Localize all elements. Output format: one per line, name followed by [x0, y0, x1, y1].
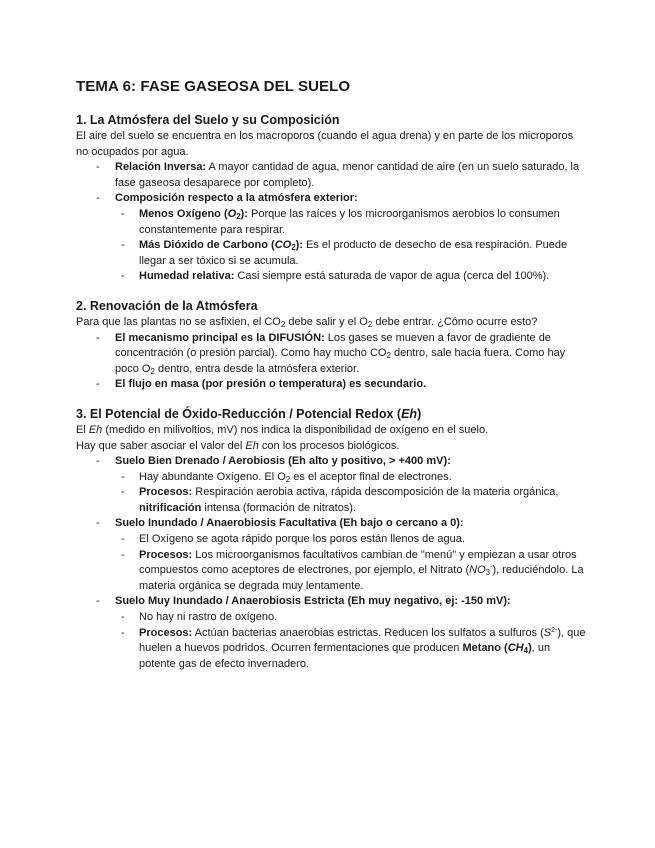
- list-item: - El Oxígeno se agota rápido porque los poros están llenos de agua.: [115, 532, 586, 548]
- list-item: - No hay ni rastro de oxígeno.: [115, 610, 586, 626]
- list-item-more-co2: - Más Dióxido de Carbono $(CO_2)$: Es el producto de desecho de esa respiración. Puede llegar a ser tóxico si se acumula.: [115, 238, 586, 269]
- list-item-diffusion: - El mecanismo principal es la DIFUSIÓN: Los gases se mueven a favor de gradiente de concentración (o presión parcial). Como hay mucho $CO_2$ dentro, sale hacia fuera. Como hay poco $O_2$ dentro, entra desde la atmósfera exterior.: [76, 331, 586, 378]
- section-intro: El aire del suelo se encuentra en los macroporos (cuando el agua drena) y en parte de los microporos no ocupados por agua.: [76, 130, 574, 158]
- list-item: - Hay abundante Oxígeno. El $O_2$ es el aceptor final de electrones.: [115, 470, 586, 486]
- list-item-humidity: - Humedad relativa: Casi siempre está saturada de vapor de agua (cerca del 100%).: [115, 269, 586, 285]
- section-heading: 1. La Atmósfera del Suelo y su Composición: [76, 113, 340, 127]
- section-intro: Hay que saber asociar el valor del Eh con los procesos biológicos.: [76, 439, 400, 452]
- section-heading: 2. Renovación de la Atmósfera: [76, 298, 258, 313]
- bullet-list: [76, 454, 586, 672]
- document-body: [76, 112, 586, 672]
- list-item-processes: - Procesos: Respiración aerobia activa, rápida descomposición de la materia orgánica, nitrificación intensa (formación de nitratos).: [115, 485, 586, 516]
- section-renewal: [76, 298, 586, 393]
- list-item-less-oxygen: - Menos Oxígeno $(O_2)$: Porque las raíces y los microorganismos aerobios lo consumen constantemente para respirar.: [115, 207, 586, 238]
- sub-bullet-list: [115, 470, 586, 517]
- section-heading: 3. El Potencial de Óxido-Reducción / Potencial Redox (Eh): [76, 406, 422, 421]
- list-item-processes: - Procesos: Los microorganismos facultativos cambian de "menú" y empiezan a usar otros compuestos como aceptores de electrones, por ejemplo, el Nitrato $(NO_3^-)$, reduciéndolo. La materia orgánica se degrada muy lentamente.: [115, 548, 586, 595]
- sub-bullet-list: [115, 610, 586, 672]
- section-redox: [76, 406, 586, 673]
- list-item-drained-soil: - Suelo Bien Drenado / Aerobiosis (Eh alto y positivo, > +400 mV): - Hay abundante Oxígeno. El $O_2$ es el aceptor final de electrones. - Procesos: Respiración aerobia activa, rápida descomposición de la materia orgánica, nitrificación intensa (formación de nitratos).: [76, 454, 586, 516]
- list-item-mass-flow: - El flujo en masa (por presión o temperatura) es secundario.: [76, 377, 586, 393]
- section-soil-atmosphere: [76, 112, 586, 285]
- section-intro: El Eh (medido en milivoltios, mV) nos indica la disponibilidad de oxígeno en el suelo.: [76, 423, 489, 436]
- bullet-list: [76, 160, 586, 285]
- bullet-list: [76, 331, 586, 393]
- sub-bullet-list: [115, 532, 586, 594]
- section-intro: Para que las plantas no se asfixien, el $CO_2$ debe salir y el $O_2$ debe entrar. ¿Cómo ocurre esto?: [76, 315, 538, 329]
- list-item-flooded-soil: - Suelo Inundado / Anaerobiosis Facultativa (Eh bajo o cercano a 0): - El Oxígeno se agota rápido porque los poros están llenos de agua. - Procesos: Los microorganismos facultativos cambian de "menú" y empiezan a usar otros compuestos como aceptores de electrones, por ejemplo, el Nitrato $(NO_3^-)$, reduciéndolo. La materia orgánica se degrada muy lentamente.: [76, 516, 586, 594]
- document-title: TEMA 6: FASE GASEOSA DEL SUELO: [76, 78, 351, 95]
- list-item-very-flooded-soil: - Suelo Muy Inundado / Anaerobiosis Estricta (Eh muy negativo, ej: -150 mV): - No hay ni rastro de oxígeno. - Procesos: Actúan bacterias anaerobias estrictas. Reducen los sulfatos a sulfuros $(S^{2-})$, que huelen a huevos podridos. Ocurren fermentaciones que producen Metano $(CH_4)$, un potente gas de efecto invernadero.: [76, 594, 586, 672]
- list-item-composition: - Composición respecto a la atmósfera exterior: - Menos Oxígeno $(O_2)$: Porque las raíces y los microorganismos aerobios lo consumen constantemente para respirar. - Más Dióxido de Carbono $(CO_2)$: Es el producto de desecho de esa respiración. Puede llegar a ser tóxico si se acumula. - Humedad relativa: Casi siempre está saturada de vapor de agua (cerca del 100%).: [76, 191, 586, 285]
- list-item-inverse-relation: - Relación Inversa: A mayor cantidad de agua, menor cantidad de aire (en un suelo saturado, la fase gaseosa desaparece por completo).: [76, 160, 586, 191]
- list-item-processes: - Procesos: Actúan bacterias anaerobias estrictas. Reducen los sulfatos a sulfuros $(S^{2-})$, que huelen a huevos podridos. Ocurren fermentaciones que producen Metano $(CH_4)$, un potente gas de efecto invernadero.: [115, 626, 586, 673]
- sub-bullet-list: [115, 207, 586, 285]
